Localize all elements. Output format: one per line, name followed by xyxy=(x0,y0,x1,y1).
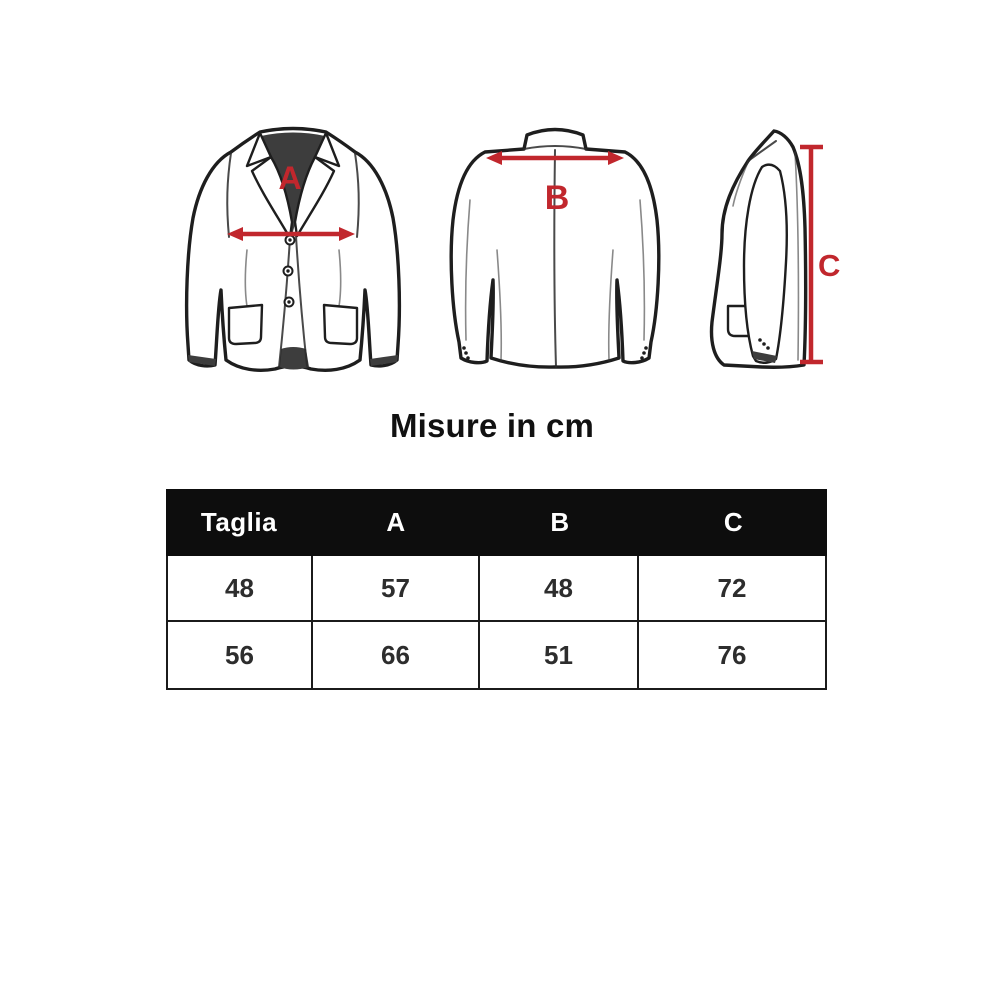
header-cell-taglia: Taglia xyxy=(200,507,278,537)
measure-label-a: A xyxy=(278,160,302,196)
header-cell-a: A xyxy=(386,507,406,537)
size-table-header-row xyxy=(166,489,827,556)
cell-measure-a: 57 xyxy=(313,556,480,620)
measure-label-b: B xyxy=(544,179,570,217)
jacket-front-view xyxy=(187,129,400,371)
cell-measure-a: 66 xyxy=(313,622,480,688)
size-table xyxy=(166,489,827,690)
size-table-row xyxy=(168,556,825,622)
cell-measure-b: 51 xyxy=(480,622,639,688)
cell-size: 48 xyxy=(168,556,313,620)
size-guide-illustration xyxy=(0,0,1000,440)
side-sleeve xyxy=(744,165,787,363)
size-table-body xyxy=(166,556,827,690)
cell-size: 56 xyxy=(168,622,313,688)
header-cell-b: B xyxy=(550,507,570,537)
size-chart-title: Misure in cm xyxy=(389,407,595,444)
measure-label-c: C xyxy=(818,248,841,283)
cell-measure-b: 48 xyxy=(480,556,639,620)
patch-pocket-left xyxy=(229,305,262,344)
patch-pocket-right xyxy=(324,305,357,344)
cell-measure-c: 76 xyxy=(717,639,747,670)
size-table-row xyxy=(168,622,825,688)
jacket-back-view xyxy=(451,130,659,368)
header-cell-c: C xyxy=(723,507,744,537)
jacket-side-view xyxy=(712,131,841,367)
cell-measure-c: 72 xyxy=(717,572,747,603)
